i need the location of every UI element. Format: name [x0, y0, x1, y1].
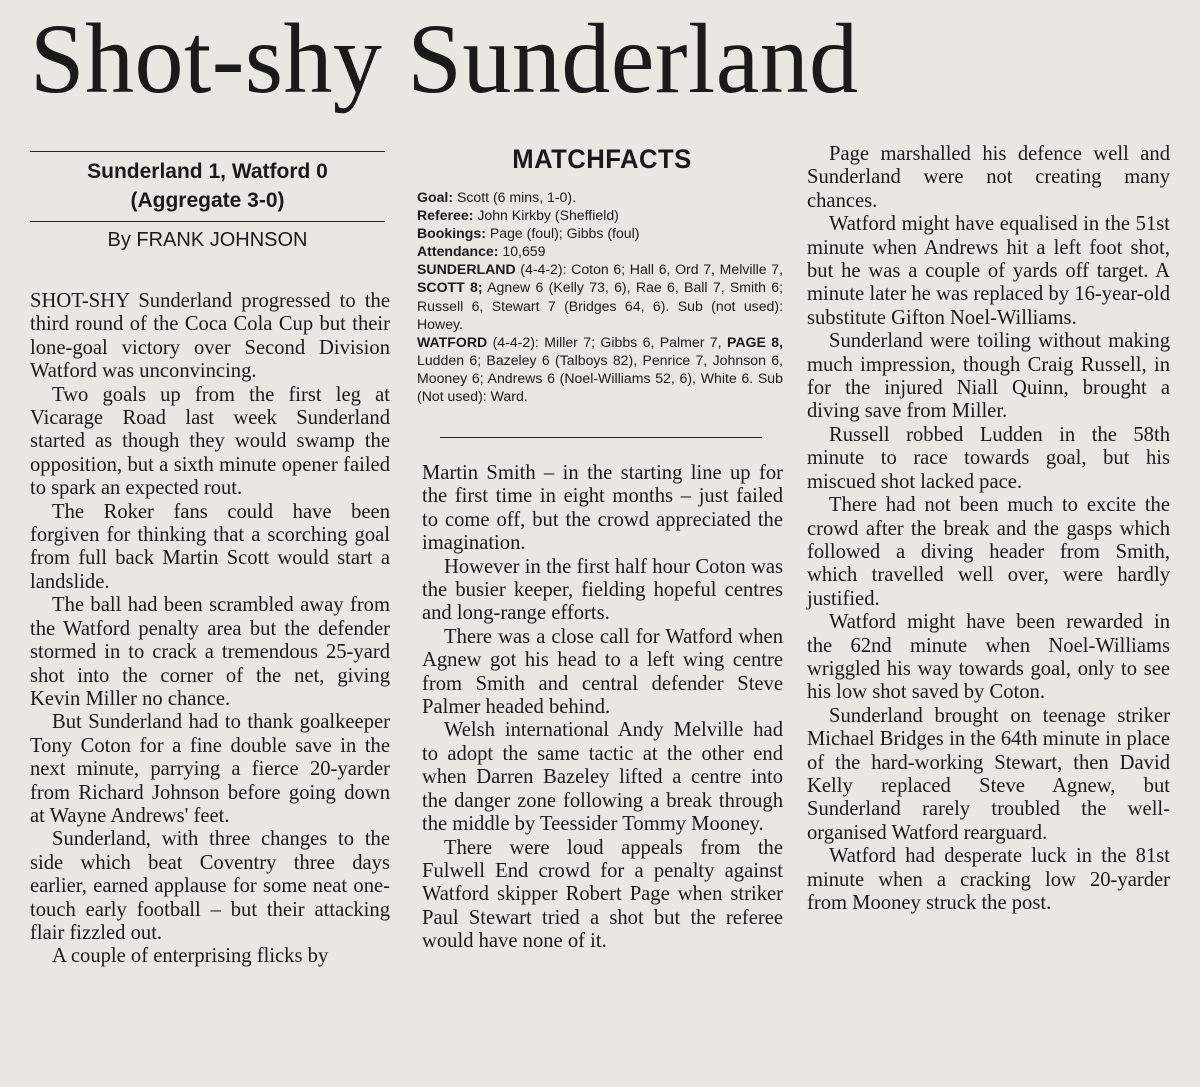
paragraph: Russell robbed Ludden in the 58th minute to race towards goal, but his miscued shot lacked pace. — [807, 423, 1170, 493]
goal-value: Scott (6 mins, 1-0). — [456, 189, 576, 205]
paragraph: Page marshalled his defence well and Sunderland were not creating many chances. — [807, 143, 1170, 212]
byline: By FRANK JOHNSON — [107, 229, 308, 251]
paragraph: Sunderland, with three changes to the side which beat Coventry three days earlier, earned applause for some neat one-touch early football – but their attacking flair fizzled out. — [30, 828, 390, 944]
paragraph: A couple of enterprising flicks by — [52, 945, 329, 968]
score-line: Sunderland 1, Watford 0 — [87, 160, 328, 183]
watford-star-player: PAGE 8, — [726, 333, 784, 350]
paragraph: Watford might have equalised in the 51st minute when Andrews hit a left foot shot, but he was a couple of yards off target. A minute later he was replaced by 16-year-old substitute Gifton Noel-Williams. — [807, 213, 1170, 329]
watford-label: WATFORD — [417, 333, 488, 350]
column-1 — [30, 290, 390, 969]
sunderland-lineup-part-2: Agnew 6 (Kelly 73, 6), Rae 6, Ball 7, Smith 6; Russell 6, Stewart 7 (Bridges 64, 6). Sub (not used): Howey. — [417, 279, 783, 332]
bookings-value: Page (foul); Gibbs (foul) — [489, 225, 640, 242]
matchfacts-body — [417, 188, 783, 405]
column-2 — [422, 462, 783, 954]
paragraph: Watford had desperate luck in the 81st minute when a cracking low 20-yarder from Mooney struck the post. — [807, 845, 1170, 914]
paragraph: There had not been much to excite the crowd after the break and the gasps which followed a diving header from Smith, which travelled well over, were hardly justified. — [807, 494, 1170, 610]
attendance-value: 10,659 — [502, 243, 546, 260]
referee-line — [417, 206, 783, 224]
paragraph: Martin Smith – in the starting line up for the first time in eight months – just failed to come off, but the crowd appreciated the imagination. — [422, 462, 783, 555]
paragraph: However in the first half hour Coton was the busier keeper, fielding hopeful centres and long-range efforts. — [422, 555, 783, 625]
goal-label: Goal: — [417, 189, 454, 205]
paragraph: The ball had been scrambled away from the Watford penalty area but the defender stormed in to crack a tremendous 25-yard shot into the corner of the net, giving Kevin Miller no chance. — [30, 594, 390, 710]
referee-value: John Kirkby (Sheffield) — [477, 207, 619, 224]
headline: Shot-shy Sunderland — [30, 3, 859, 114]
watford-lineup-part-2: Ludden 6; Bazeley 6 (Talboys 82), Penrice 7, Johnson 6, Mooney 6; Andrews 6 (Noel-Williams 52, 6), White 6. Sub (Not used): Ward. — [417, 351, 783, 405]
referee-label: Referee: — [417, 207, 474, 224]
column-3 — [807, 143, 1170, 915]
paragraph: The Roker fans could have been forgiven for thinking that a scorching goal from full back Martin Scott would start a landslide. — [30, 500, 390, 593]
matchfacts-title: MATCHFACTS — [512, 144, 692, 174]
paragraph: Two goals up from the first leg at Vicarage Road last week Sunderland started as though they would swamp the opposition, but a sixth minute opener failed to spark an expected rout. — [30, 383, 390, 500]
paragraph: SHOT-SHY Sunderland progressed to the third round of the Coca Cola Cup but their lone-goal victory over Second Division Watford was unconvincing. — [30, 290, 390, 383]
top-rule-left — [30, 151, 385, 152]
paragraph: Sunderland were toiling without making much impression, though Craig Russell, in for the injured Niall Quinn, brought a diving save from Miller. — [807, 330, 1170, 423]
watford-lineup — [417, 333, 783, 405]
paragraph: There were loud appeals from the Fulwell End crowd for a penalty against Watford skipper Robert Page when striker Paul Stewart tried a shot but the referee would have none of it. — [422, 836, 783, 953]
sunderland-label: SUNDERLAND — [417, 261, 516, 278]
sunderland-star-player: SCOTT 8; — [417, 279, 483, 296]
attendance-line — [417, 242, 783, 260]
bookings-label: Bookings: — [417, 225, 486, 242]
paragraph: Sunderland brought on teenage striker Michael Bridges in the 64th minute in place of the hard-working Stewart, then David Kelly replaced Steve Agnew, but Sunderland rarely troubled the well-organised Watford rearguard. — [807, 704, 1170, 844]
paragraph: But Sunderland had to thank goalkeeper Tony Coton for a fine double save in the next minute, parrying a fierce 20-yarder from Richard Johnson before going down at Wayne Andrews' feet. — [30, 711, 390, 827]
bookings-line — [417, 224, 783, 242]
paragraph: Watford might have been rewarded in the 62nd minute when Noel-Williams wriggled his way towards goal, only to see his low shot saved by Coton. — [807, 611, 1170, 704]
matchfacts-bottom-rule — [440, 437, 762, 438]
mid-rule-left — [30, 221, 385, 222]
watford-lineup-part-1: (4-4-2): Miller 7; Gibbs 6, Palmer 7, — [492, 333, 722, 350]
goal-line — [417, 188, 783, 206]
sunderland-lineup — [417, 260, 783, 332]
paragraph: Welsh international Andy Melville had to adopt the same tactic at the other end when Darren Bazeley lifted a centre into the danger zone following a break through the middle by Teessider Tommy Mooney. — [422, 719, 783, 836]
paragraph: There was a close call for Watford when Agnew got his head to a left wing centre from Smith and central defender Steve Palmer headed behind. — [422, 625, 783, 719]
attendance-label: Attendance: — [417, 243, 499, 260]
sunderland-lineup-part-1: (4-4-2): Coton 6; Hall 6, Ord 7, Melville 7, — [520, 261, 783, 278]
aggregate-line: (Aggregate 3-0) — [130, 189, 285, 212]
